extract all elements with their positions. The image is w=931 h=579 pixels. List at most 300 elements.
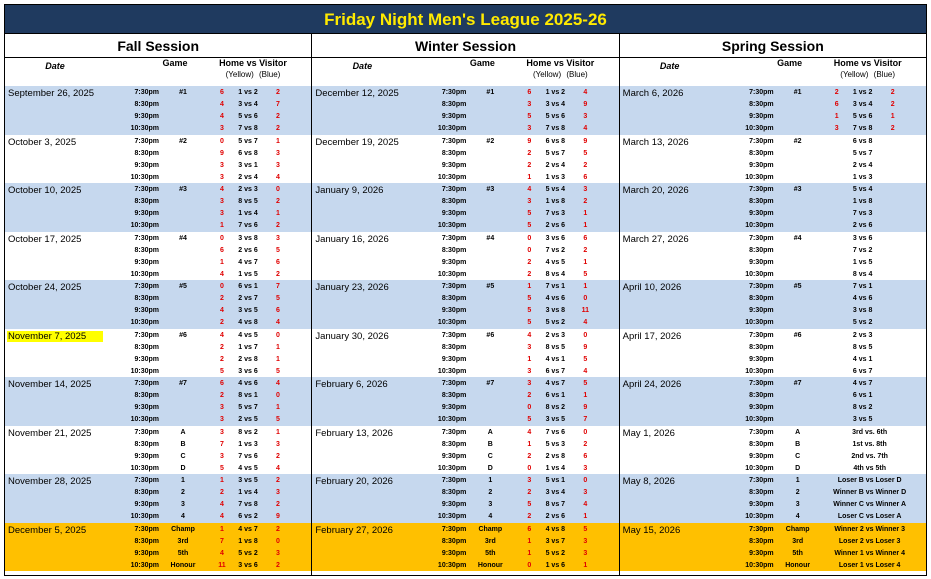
game-time: 7:30pm [749, 477, 774, 484]
matchup: 1 vs 2 [545, 89, 566, 96]
game-label: Champ [785, 525, 810, 533]
game-time: 10:30pm [130, 319, 159, 326]
column-header [5, 58, 311, 86]
game-time: 7:30pm [749, 89, 774, 96]
home-score: 1 [527, 355, 532, 363]
home-score: 5 [527, 501, 532, 508]
game-time: 10:30pm [130, 561, 159, 569]
home-score: 4 [527, 186, 532, 193]
game-label: 5th [792, 549, 803, 557]
table-row [312, 208, 618, 220]
visitor-score: 11 [581, 307, 590, 314]
week-block [5, 377, 311, 426]
matchup: 1 vs 8 [852, 198, 873, 205]
home-score: 4 [527, 428, 532, 436]
game-label: #4 [179, 234, 187, 242]
visitor-score: 5 [276, 367, 280, 375]
visitor-score: 5 [583, 380, 588, 387]
game-label: Honour [170, 561, 196, 569]
home-score: 0 [527, 464, 532, 472]
table-row [620, 220, 926, 232]
home-score: 0 [220, 234, 224, 242]
home-score: 1 [527, 173, 532, 181]
game-label: #3 [793, 186, 802, 193]
game-time: 10:30pm [130, 173, 159, 181]
game-time: 9:30pm [441, 355, 467, 363]
game-label: #5 [793, 283, 802, 290]
week-date: February 13, 2026 [315, 427, 393, 439]
visitor-score: 7 [276, 101, 280, 108]
week-block [312, 377, 618, 426]
game-label: #5 [179, 283, 187, 290]
matchup: 3 vs 7 [545, 537, 566, 545]
matchup: 3 vs 8 [545, 307, 566, 314]
visitor-score: 9 [583, 404, 588, 411]
game-time: 10:30pm [437, 561, 467, 569]
table-row [312, 463, 618, 475]
game-time: 10:30pm [130, 367, 159, 375]
week-date: January 30, 2026 [315, 330, 389, 342]
game-time: 9:30pm [134, 210, 159, 217]
game-time: 9:30pm [134, 404, 159, 411]
visitor-score: 3 [583, 113, 588, 120]
week-date: December 19, 2025 [315, 136, 399, 148]
table-row [5, 330, 311, 342]
week-block [312, 474, 618, 523]
game-time: 8:30pm [441, 246, 467, 254]
game-label: 1 [181, 477, 185, 484]
home-score: 9 [220, 149, 224, 157]
game-time: 7:30pm [749, 331, 774, 339]
home-score: 2 [834, 89, 839, 96]
week-date: November 21, 2025 [8, 427, 92, 439]
table-row [620, 245, 926, 257]
visitor-score: 2 [583, 161, 588, 169]
yellow-blue-header: (Yellow) (Blue) [532, 70, 588, 79]
home-score: 0 [527, 234, 532, 242]
game-label: #7 [486, 380, 495, 387]
table-row [620, 281, 926, 293]
home-visitor-header: Home vs Visitor [526, 58, 595, 68]
home-score: 2 [527, 149, 532, 157]
table-row [5, 317, 311, 329]
visitor-score: 4 [276, 464, 280, 472]
game-time: 10:30pm [130, 464, 159, 472]
game-label: 2 [795, 489, 800, 496]
matchup: 4 vs 1 [852, 355, 873, 363]
game-label: 5th [177, 549, 189, 557]
visitor-score: 1 [276, 210, 280, 217]
home-score: 2 [220, 355, 224, 363]
matchup: 6 vs 1 [545, 392, 566, 399]
game-time: 9:30pm [134, 355, 159, 363]
game-time: 10:30pm [437, 270, 467, 278]
date-header: Date [45, 61, 65, 71]
week-block [312, 523, 618, 572]
game-label: 2 [488, 489, 493, 496]
matchup: 5 vs 3 [545, 440, 566, 448]
home-score: 4 [220, 549, 224, 557]
game-label: #2 [486, 137, 495, 145]
game-time: 7:30pm [134, 89, 159, 96]
matchup: 3 vs 5 [545, 416, 566, 423]
matchup: 8 vs 2 [545, 404, 566, 411]
matchup: 3 vs 4 [238, 101, 258, 108]
game-label: 4 [181, 513, 185, 520]
game-label: #3 [486, 186, 495, 193]
visitor-score: 2 [276, 270, 280, 278]
home-score: 2 [220, 489, 224, 496]
visitor-score: 1 [583, 561, 588, 569]
game-label: C [487, 452, 493, 460]
home-score: 4 [220, 331, 224, 339]
game-time: 8:30pm [749, 198, 774, 205]
week-block [620, 377, 926, 426]
table-row [5, 342, 311, 354]
visitor-score: 5 [583, 270, 588, 278]
table-row [620, 548, 926, 560]
game-label: #6 [179, 331, 187, 339]
matchup: 3 vs 6 [238, 367, 258, 375]
week-block [5, 329, 311, 378]
game-label: C [795, 452, 801, 460]
week-date: September 26, 2025 [8, 88, 95, 99]
matchup: 7 vs 2 [545, 246, 566, 254]
matchup: 1 vs 2 [238, 89, 258, 96]
week-date: April 17, 2026 [622, 330, 682, 342]
week-block [620, 135, 926, 184]
home-score: 4 [527, 331, 532, 339]
game-time: 8:30pm [749, 440, 774, 448]
home-score: 4 [220, 501, 224, 508]
week-date: February 6, 2026 [315, 379, 388, 390]
table-row [620, 475, 926, 487]
visitor-score: 9 [583, 101, 588, 108]
game-time: 9:30pm [749, 210, 774, 217]
home-score: 5 [220, 464, 224, 472]
matchup: 1 vs 5 [852, 258, 873, 266]
matchup: 3 vs 8 [238, 234, 258, 242]
matchup: 2 vs 4 [852, 161, 873, 169]
visitor-score: 1 [276, 137, 280, 145]
visitor-score: 5 [276, 416, 280, 423]
matchup: 4 vs 1 [545, 355, 566, 363]
home-score: 0 [220, 137, 224, 145]
table-row [312, 342, 618, 354]
week-date: February 20, 2026 [315, 476, 393, 487]
home-score: 9 [527, 137, 532, 145]
game-time: 8:30pm [749, 392, 774, 399]
matchup: 6 vs 2 [238, 513, 258, 520]
matchup: 5 vs 1 [545, 477, 566, 484]
week-date: May 1, 2026 [622, 427, 675, 439]
visitor-score: 0 [276, 392, 280, 399]
matchup: Loser 2 vs Loser 3 [838, 537, 901, 545]
matchup: 6 vs 7 [545, 367, 566, 375]
table-row [5, 208, 311, 220]
game-label: #1 [179, 89, 187, 96]
week-date: November 14, 2025 [8, 379, 92, 390]
visitor-score: 2 [890, 125, 895, 132]
matchup: 7 vs 1 [545, 283, 566, 290]
visitor-score: 0 [583, 295, 588, 302]
game-time: 10:30pm [437, 367, 467, 375]
matchup: 5 vs 6 [852, 113, 873, 120]
game-time: 8:30pm [749, 295, 774, 302]
game-time: 8:30pm [749, 489, 774, 496]
table-row [312, 233, 618, 245]
matchup: 2 vs 6 [545, 513, 566, 520]
game-label: 4 [795, 513, 800, 520]
table-row [312, 196, 618, 208]
matchup: 5 vs 2 [545, 549, 566, 557]
game-label: D [795, 464, 801, 472]
visitor-score: 4 [583, 319, 588, 326]
home-visitor-header: Home vs Visitor [833, 58, 902, 68]
table-row [312, 305, 618, 317]
matchup: 4 vs 6 [238, 380, 258, 387]
table-row [5, 414, 311, 426]
matchup: 8 vs 5 [545, 343, 566, 351]
visitor-score: 0 [276, 331, 280, 339]
visitor-score: 1 [276, 428, 280, 436]
matchup: 7 vs 8 [238, 501, 258, 508]
table-row [312, 475, 618, 487]
table-row [620, 536, 926, 548]
table-row [312, 511, 618, 523]
week-block [5, 280, 311, 329]
game-time: 7:30pm [441, 428, 467, 436]
home-score: 6 [220, 380, 224, 387]
game-time: 10:30pm [130, 270, 159, 278]
home-score: 2 [527, 270, 532, 278]
week-block [620, 183, 926, 232]
matchup: 3 vs 4 [852, 101, 873, 108]
matchup: 4 vs 6 [545, 295, 566, 302]
matchup: 3 vs 5 [238, 477, 258, 484]
game-time: 8:30pm [441, 101, 467, 108]
visitor-score: 1 [583, 283, 588, 290]
week-block [312, 329, 618, 378]
table-row [312, 451, 618, 463]
game-time: 7:30pm [441, 186, 467, 193]
game-time: 9:30pm [134, 501, 159, 508]
home-score: 3 [220, 416, 224, 423]
game-time: 7:30pm [441, 525, 467, 533]
visitor-score: 3 [276, 234, 280, 242]
game-time: 8:30pm [749, 101, 774, 108]
game-time: 8:30pm [134, 149, 159, 157]
table-row [312, 160, 618, 172]
game-label: #7 [179, 380, 187, 387]
home-score: 1 [527, 283, 532, 290]
game-time: 9:30pm [134, 452, 159, 460]
game-label: #6 [486, 331, 495, 339]
game-time: 8:30pm [134, 246, 159, 254]
matchup: 5 vs 6 [238, 113, 258, 120]
home-score: 1 [220, 525, 224, 533]
visitor-score: 4 [276, 380, 280, 387]
home-score: 3 [527, 101, 532, 108]
session-column-2 [312, 34, 619, 575]
game-time: 9:30pm [749, 452, 774, 460]
visitor-score: 3 [583, 464, 588, 472]
table-row [312, 111, 618, 123]
visitor-score: 9 [276, 513, 280, 520]
table-row [5, 99, 311, 111]
table-row [312, 293, 618, 305]
game-label: 3 [181, 501, 185, 508]
table-row [5, 366, 311, 378]
week-date: March 20, 2026 [622, 185, 689, 196]
game-time: 9:30pm [441, 113, 467, 120]
game-time: 10:30pm [745, 513, 774, 520]
game-time: 8:30pm [441, 295, 467, 302]
matchup: 6 vs 7 [852, 367, 873, 375]
matchup: 2 vs 8 [545, 452, 566, 460]
game-time: 7:30pm [749, 525, 774, 533]
game-label: #4 [486, 234, 495, 242]
matchup: 3 vs 8 [852, 307, 873, 314]
table-row [620, 305, 926, 317]
matchup: 2 vs 7 [238, 295, 258, 302]
table-row [5, 536, 311, 548]
matchup: 3 vs 5 [238, 307, 258, 314]
game-time: 8:30pm [749, 149, 774, 157]
table-row [312, 548, 618, 560]
matchup: 4 vs 5 [545, 258, 566, 266]
table-row [312, 99, 618, 111]
game-label: #1 [793, 89, 802, 96]
week-block [620, 523, 926, 572]
table-row [620, 184, 926, 196]
game-time: 9:30pm [749, 501, 774, 508]
home-score: 5 [527, 295, 532, 302]
game-time: 9:30pm [749, 355, 774, 363]
game-time: 10:30pm [130, 125, 159, 132]
table-row [5, 511, 311, 523]
home-score: 5 [527, 113, 532, 120]
matchup: 4 vs 7 [238, 258, 258, 266]
matchup: 1 vs 6 [545, 561, 566, 569]
table-row [620, 317, 926, 329]
week-block [312, 280, 618, 329]
game-label: Honour [477, 561, 503, 569]
game-time: 8:30pm [441, 149, 467, 157]
home-score: 4 [220, 513, 224, 520]
week-block [312, 135, 618, 184]
matchup: 2 vs 4 [238, 173, 258, 181]
week-date: April 10, 2026 [622, 282, 682, 293]
home-score: 3 [220, 210, 224, 217]
game-time: 7:30pm [441, 89, 467, 96]
matchup: 1 vs 8 [545, 198, 566, 205]
matchup: 8 vs 5 [852, 343, 873, 351]
game-label: 3rd [484, 537, 496, 545]
game-time: 7:30pm [749, 428, 774, 436]
home-score: 4 [220, 101, 224, 108]
table-row [5, 463, 311, 475]
home-score: 0 [527, 246, 532, 254]
visitor-score: 2 [276, 525, 280, 533]
game-time: 8:30pm [134, 392, 159, 399]
matchup: 5 vs 4 [852, 186, 873, 193]
column-header [620, 58, 926, 86]
game-label: #1 [486, 89, 495, 96]
matchup: 2 vs 6 [852, 222, 873, 229]
game-label: #5 [486, 283, 495, 290]
home-score: 7 [220, 440, 224, 448]
matchup: 8 vs 2 [852, 404, 873, 411]
game-time: 10:30pm [437, 319, 467, 326]
home-score: 2 [527, 513, 532, 520]
visitor-score: 2 [583, 198, 588, 205]
game-label: #7 [793, 380, 802, 387]
matchup: 6 vs 1 [238, 283, 258, 290]
home-score: 4 [220, 307, 224, 314]
home-score: 7 [220, 537, 224, 545]
home-score: 4 [220, 113, 224, 120]
table-row [5, 293, 311, 305]
home-score: 5 [527, 210, 532, 217]
week-date: January 23, 2026 [315, 282, 389, 293]
visitor-score: 1 [276, 355, 280, 363]
table-row [5, 257, 311, 269]
session-title: Winter Session [312, 34, 618, 58]
game-label: Honour [785, 561, 811, 569]
table-row [620, 439, 926, 451]
matchup: 3 vs 4 [545, 489, 566, 496]
game-time: 10:30pm [437, 464, 467, 472]
visitor-score: 5 [583, 355, 588, 363]
game-time: 7:30pm [134, 283, 159, 290]
table-row [312, 220, 618, 232]
matchup: 8 vs 5 [238, 198, 258, 205]
visitor-score: 6 [583, 173, 588, 181]
table-row [620, 257, 926, 269]
matchup: 1 vs 4 [238, 489, 258, 496]
matchup: 2 vs 3 [852, 331, 873, 339]
session-title: Spring Session [620, 34, 926, 58]
table-row [312, 184, 618, 196]
matchup: 2 vs 6 [238, 246, 258, 254]
visitor-score: 2 [583, 246, 588, 254]
visitor-score: 9 [583, 343, 588, 351]
game-time: 9:30pm [441, 307, 467, 314]
matchup: Winner 2 vs Winner 3 [834, 525, 905, 533]
game-time: 8:30pm [134, 537, 159, 545]
game-label: Champ [171, 525, 195, 533]
home-score: 2 [527, 489, 532, 496]
game-time: 7:30pm [134, 186, 159, 193]
visitor-score: 2 [276, 89, 280, 96]
game-time: 9:30pm [749, 258, 774, 266]
matchup: 5 vs 2 [545, 319, 566, 326]
table-row [5, 524, 311, 536]
matchup: 7 vs 8 [852, 125, 873, 132]
matchup: 5 vs 6 [545, 113, 566, 120]
week-block [5, 232, 311, 281]
visitor-score: 3 [276, 489, 280, 496]
game-time: 8:30pm [134, 489, 159, 496]
home-score: 5 [527, 222, 532, 229]
home-score: 2 [220, 392, 224, 399]
table-row [620, 366, 926, 378]
game-time: 9:30pm [134, 161, 159, 169]
game-time: 7:30pm [134, 137, 159, 145]
game-time: 7:30pm [134, 331, 159, 339]
game-time: 9:30pm [134, 307, 159, 314]
